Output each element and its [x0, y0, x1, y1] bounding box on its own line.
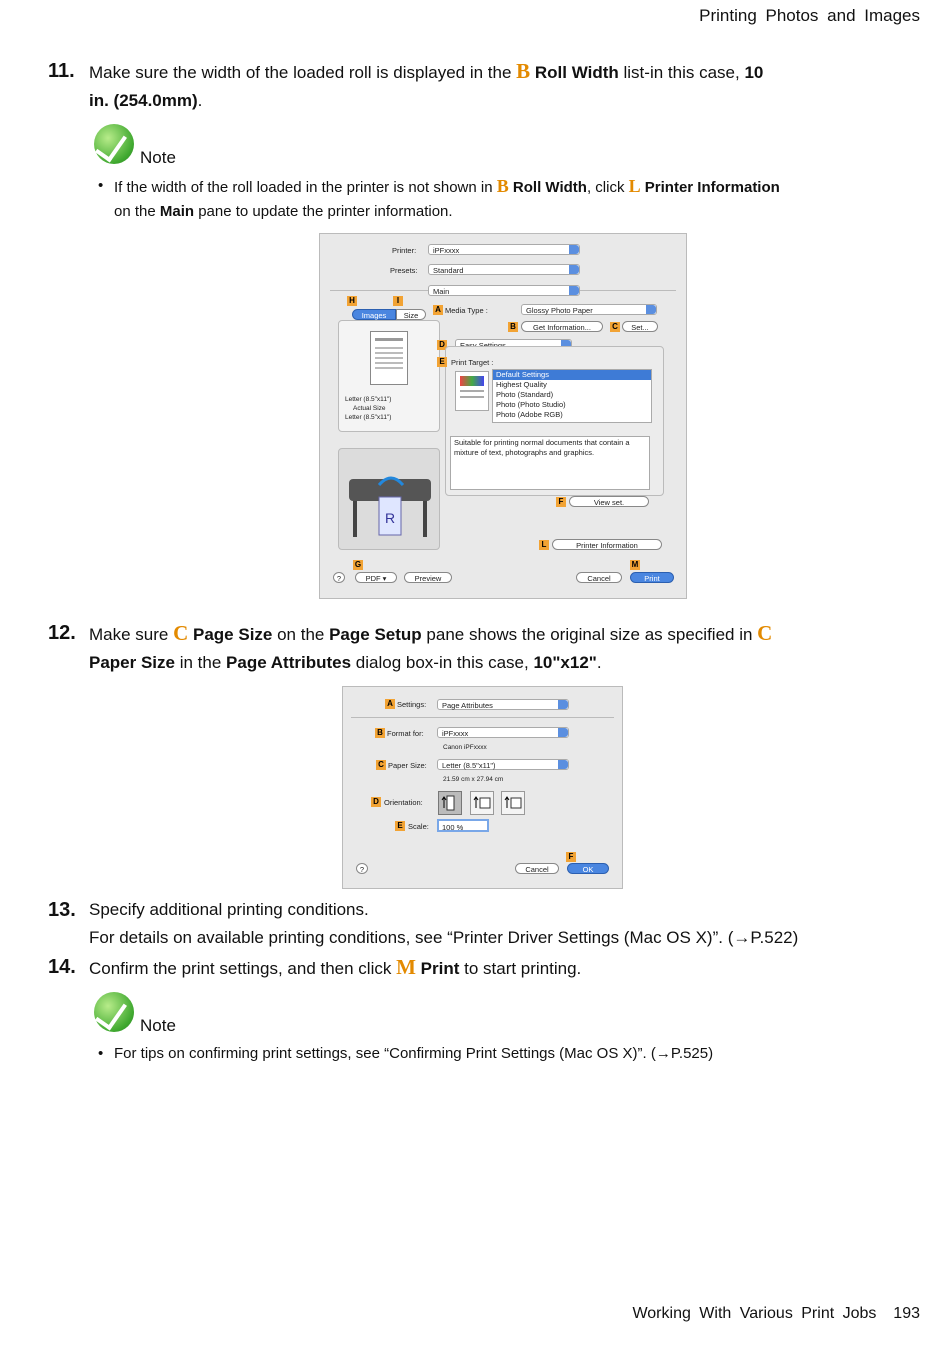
tab-size[interactable]: Size: [396, 309, 426, 320]
text: to start printing.: [459, 959, 582, 978]
tag-a: A: [433, 305, 443, 315]
scale-input[interactable]: 100 %: [437, 819, 489, 832]
tag-f: F: [566, 852, 576, 862]
ref-letter: B: [496, 176, 509, 196]
list-item[interactable]: Photo (Adobe RGB): [496, 410, 563, 419]
tag-b: B: [508, 322, 518, 332]
pane-select[interactable]: Main: [428, 285, 580, 296]
preview-button[interactable]: Preview: [404, 572, 452, 583]
ref-letter: L: [628, 176, 641, 196]
list-item[interactable]: Photo (Photo Studio): [496, 400, 566, 409]
footer-text: Working With Various Print Jobs: [632, 1305, 877, 1322]
step-text: [89, 619, 869, 677]
printer-label: Printer:: [392, 246, 417, 255]
description-box: [450, 436, 650, 490]
scale-text: Actual Size: [353, 405, 386, 412]
paper-size-text: Letter (8.5"x11"): [345, 396, 392, 403]
text: .: [596, 653, 602, 672]
text: on the: [272, 625, 330, 644]
bold-term: 10"x12": [533, 653, 597, 672]
page-number: 193: [893, 1305, 920, 1322]
orientation-label: Orientation:: [384, 798, 423, 807]
bold-term: Page Attributes: [226, 653, 352, 672]
scale-label: Scale:: [408, 822, 429, 831]
tag-d: D: [437, 340, 447, 350]
pdf-button[interactable]: PDF ▾: [355, 572, 397, 583]
text: .: [197, 91, 203, 110]
tag-m: M: [631, 560, 639, 569]
step-number: 12.: [48, 622, 76, 644]
settings-select[interactable]: Page Attributes: [437, 699, 569, 710]
orientation-portrait-button[interactable]: [438, 791, 462, 815]
settings-label: Settings:: [397, 700, 427, 709]
portrait-icon: [439, 792, 461, 814]
format-sub-text: Canon iPFxxxx: [443, 744, 487, 751]
page-thumbnail: [370, 331, 408, 385]
orientation-landscape-button[interactable]: [470, 791, 494, 815]
print-target-list[interactable]: [492, 369, 652, 423]
cancel-button[interactable]: Cancel: [515, 863, 559, 874]
format-for-select[interactable]: iPFxxxx: [437, 727, 569, 738]
text: Make sure: [89, 625, 174, 644]
step-text: [89, 953, 869, 983]
text: dialog box-in this case,: [351, 653, 534, 672]
text: pane shows the original size as specified in: [421, 625, 758, 644]
ref-letter: M: [396, 955, 416, 979]
text: If the width of the roll loaded in the printer is not shown in: [114, 179, 497, 196]
printer-information-button[interactable]: Printer Information: [552, 539, 662, 550]
help-button[interactable]: ?: [356, 863, 368, 874]
paper-size-select[interactable]: Letter (8.5"x11"): [437, 759, 569, 770]
tag-l: L: [539, 540, 549, 550]
bold-term: Page Size: [193, 625, 273, 644]
text: For details on available printing conditions, see “Printer Driver Settings (Mac OS X)”. (→P.522): [89, 928, 799, 947]
tag-e: E: [395, 821, 405, 831]
bold-term: in. (254.0mm): [89, 91, 198, 110]
bold-term: Roll Width: [512, 179, 587, 196]
bold-term: Page Setup: [329, 625, 422, 644]
note-check-icon: [94, 992, 134, 1032]
page-setup-dialog-screenshot: [342, 686, 623, 889]
note-check-icon: [94, 124, 134, 164]
ref-letter: B: [516, 59, 531, 83]
tag-d: D: [371, 797, 381, 807]
printer-illustration: [338, 448, 440, 550]
step-text: [89, 896, 869, 952]
note-bullet: • If the width of the roll loaded in the printer is not shown in B Roll Width, click L Printer Information on the Main pane to update the printer information.: [98, 176, 780, 220]
presets-select[interactable]: Standard: [428, 264, 580, 275]
tag-c: C: [610, 322, 620, 332]
presets-label: Presets:: [390, 266, 418, 275]
help-button[interactable]: ?: [333, 572, 345, 583]
bold-term: Paper Size: [89, 653, 175, 672]
tag-f: F: [556, 497, 566, 507]
text: in the: [175, 653, 227, 672]
print-dialog-screenshot: [319, 233, 687, 599]
list-item[interactable]: Highest Quality: [496, 380, 547, 389]
print-target-label: Print Target :: [451, 358, 494, 367]
text: list-in this case,: [618, 63, 745, 82]
orientation-landscape-reverse-button[interactable]: [501, 791, 525, 815]
view-set-button[interactable]: View set.: [569, 496, 649, 507]
ok-button[interactable]: OK: [567, 863, 609, 874]
print-button[interactable]: Print: [630, 572, 674, 583]
media-type-select[interactable]: Glossy Photo Paper: [521, 304, 657, 315]
preview-panel: [338, 320, 440, 432]
printer-icon: [339, 449, 439, 549]
tag-c: C: [376, 760, 386, 770]
tag-e: E: [437, 357, 447, 367]
ref-letter: C: [757, 621, 773, 645]
preview-info: [345, 395, 391, 422]
text: Confirm the print settings, and then click: [89, 959, 397, 978]
note-label: Note: [140, 1016, 176, 1035]
page-header: Printing Photos and Images: [699, 6, 920, 25]
target-preview-icon: [455, 371, 489, 411]
tab-images[interactable]: Images: [352, 309, 396, 320]
divider: [351, 717, 614, 718]
text: Specify additional printing conditions.: [89, 900, 369, 919]
note-label: Note: [140, 148, 176, 167]
svg-text:R: R: [385, 510, 396, 526]
step-number: 14.: [48, 956, 76, 978]
text: pane to update the printer information.: [194, 203, 453, 220]
media-type-label: Media Type :: [445, 306, 488, 315]
note-bullet: • For tips on confirming print settings, see “Confirming Print Settings (Mac OS X)”. (→P.525): [98, 1045, 714, 1062]
page-footer: [632, 1305, 920, 1323]
paper-dimensions-text: 21.59 cm x 27.94 cm: [443, 776, 504, 783]
format-for-label: Format for:: [387, 729, 424, 738]
step-number: 11.: [48, 60, 75, 82]
text: on the: [114, 203, 160, 220]
list-item[interactable]: Photo (Standard): [496, 390, 554, 399]
landscape-left-icon: [471, 792, 493, 814]
bold-term: Main: [159, 203, 195, 220]
get-information-button[interactable]: Get Information...: [521, 321, 603, 332]
bold-term: Roll Width: [534, 63, 619, 82]
set-button[interactable]: Set...: [622, 321, 658, 332]
landscape-right-icon: [502, 792, 524, 814]
tag-i: I: [393, 296, 403, 306]
text: For tips on confirming print settings, see “Confirming Print Settings (Mac OS X)”. (→P.525): [114, 1045, 714, 1062]
step-text: [89, 57, 869, 115]
tag-h: H: [347, 296, 357, 306]
printer-select[interactable]: iPFxxxx: [428, 244, 580, 255]
bold-term: Print: [420, 959, 460, 978]
output-size-text: Letter (8.5"x11"): [345, 414, 392, 421]
cancel-button[interactable]: Cancel: [576, 572, 622, 583]
tag-b: B: [375, 728, 385, 738]
list-item[interactable]: Default Settings: [493, 370, 651, 380]
tag-a: A: [385, 699, 395, 709]
description-text: Suitable for printing normal documents that contain a mixture of text, photographs and graphics.: [454, 438, 630, 457]
bold-term: Printer Information: [644, 179, 780, 196]
step-number: 13.: [48, 899, 76, 921]
text: Make sure the width of the loaded roll is displayed in the: [89, 63, 517, 82]
bold-term: 10: [744, 63, 764, 82]
text: , click: [586, 179, 629, 196]
paper-size-label: Paper Size:: [388, 761, 427, 770]
ref-letter: C: [173, 621, 189, 645]
tag-g: G: [354, 560, 362, 569]
